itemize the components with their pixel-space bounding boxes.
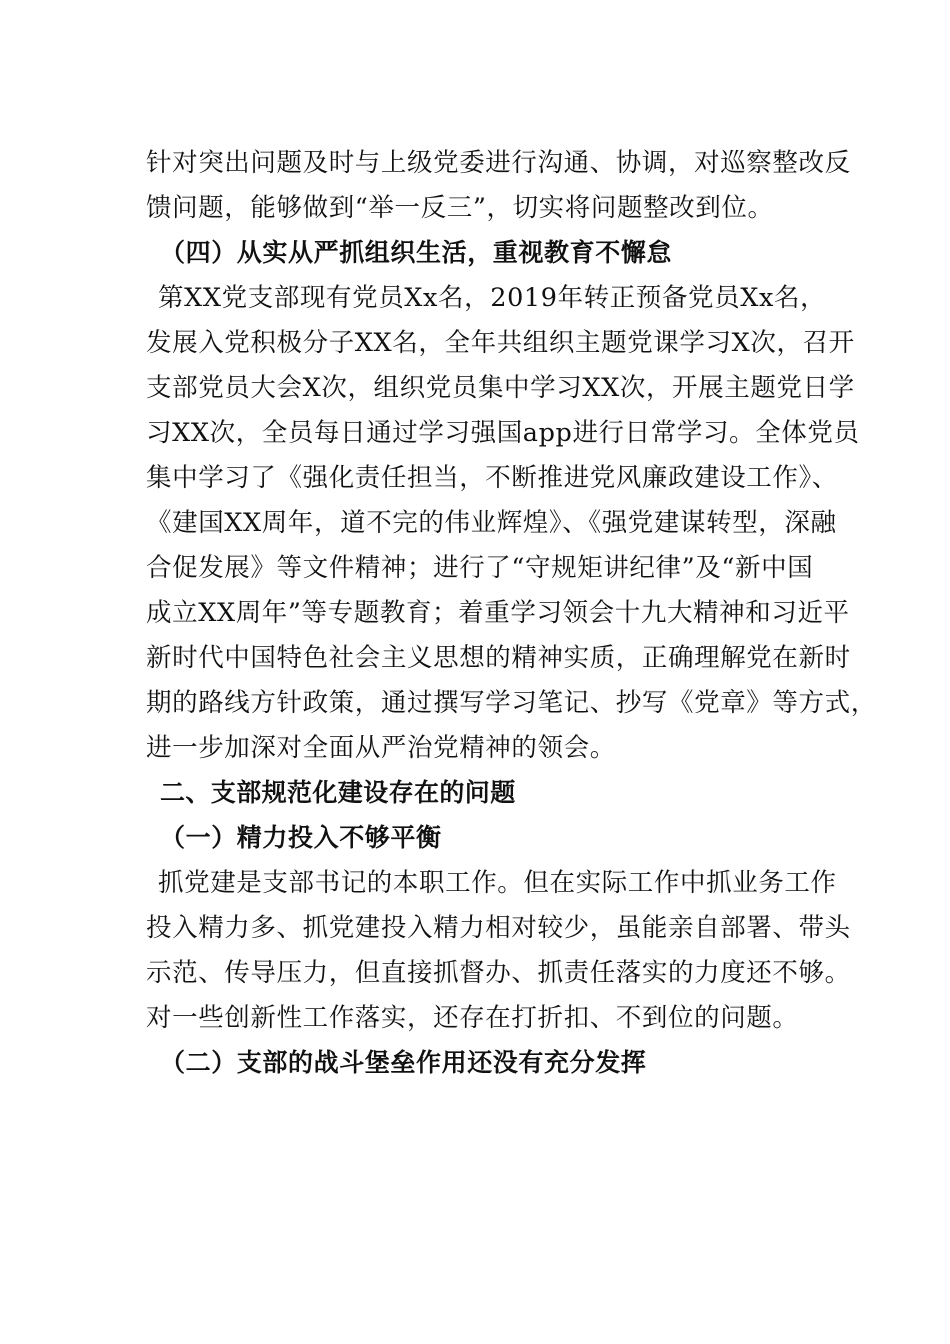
text-line: 针对突出问题及时与上级党委进行沟通、协调，对巡察整改反	[146, 148, 851, 178]
text-line: 合促发展》等文件精神；进行了“守规矩讲纪律”及“新中国	[146, 553, 814, 583]
text-line: 习XX次，全员每日通过学习强国app进行日常学习。全体党员	[146, 418, 860, 448]
text-line: 《建国XX周年，道不完的伟业辉煌》、《强党建谋转型，深融	[146, 508, 837, 538]
text-line: 发展入党积极分子XX名，全年共组织主题党课学习X次，召开	[146, 328, 855, 358]
text-line: 投入精力多、抓党建投入精力相对较少，虽能亲自部署、带头	[146, 913, 851, 943]
subheading-2-2: （二）支部的战斗堡垒作用还没有充分发挥	[160, 1048, 647, 1077]
text-line: 馈问题，能够做到“举一反三”，切实将问题整改到位。	[146, 193, 774, 223]
subheading-2-1: （一）精力投入不够平衡	[160, 823, 442, 852]
text-line: 期的路线方针政策，通过撰写学习笔记、抄写《党章》等方式，	[146, 688, 877, 718]
text-line: 第XX党支部现有党员Xx名，2019年转正预备党员Xx名，	[158, 283, 827, 313]
text-line: 对一些创新性工作落实，还存在打折扣、不到位的问题。	[146, 1003, 799, 1033]
text-line: 进一步加深对全面从严治党精神的领会。	[146, 733, 616, 763]
text-line: 抓党建是支部书记的本职工作。但在实际工作中抓业务工作	[158, 868, 837, 898]
section-heading-2: 二、支部规范化建设存在的问题	[160, 778, 516, 807]
text-line: 示范、传导压力，但直接抓督办、抓责任落实的力度还不够。	[146, 958, 851, 988]
text-line: 成立XX周年”等专题教育；着重学习领会十九大精神和习近平	[146, 598, 850, 628]
text-line: 支部党员大会X次，组织党员集中学习XX次，开展主题党日学	[146, 373, 855, 403]
subheading-4: （四）从实从严抓组织生活，重视教育不懈怠	[160, 238, 673, 267]
text-line: 新时代中国特色社会主义思想的精神实质，正确理解党在新时	[146, 643, 851, 673]
text-line: 集中学习了《强化责任担当，不断推进党风廉政建设工作》、	[146, 463, 838, 493]
